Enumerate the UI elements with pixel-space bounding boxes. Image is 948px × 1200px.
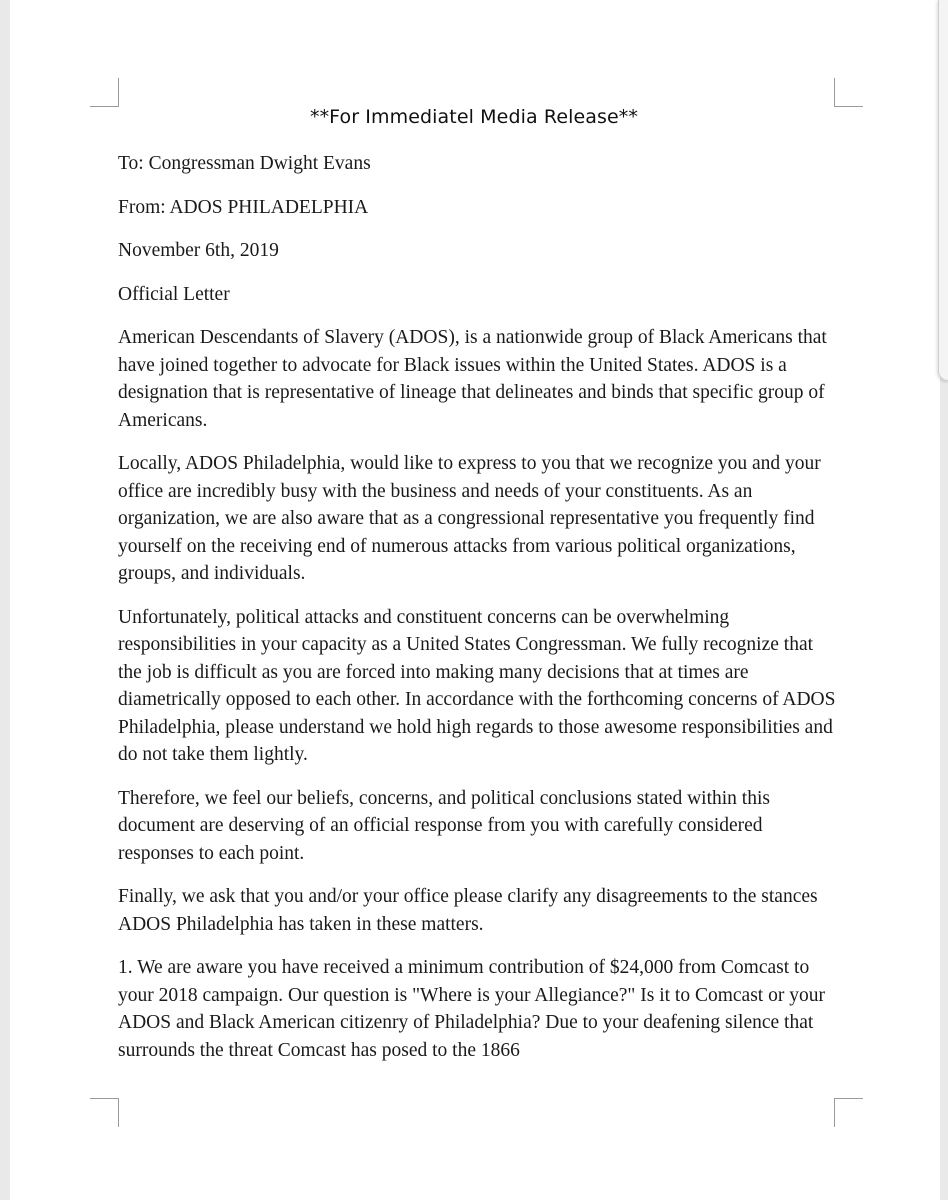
scrollbar-thumb[interactable] (938, 0, 948, 381)
date-line: November 6th, 2019 (118, 240, 279, 261)
margin-corner-bottom-left (90, 1098, 119, 1127)
letter-body (118, 150, 840, 1080)
margin-corner-top-left (90, 78, 119, 107)
paragraph-local: Locally, ADOS Philadelphia, would like to express to you that we recognize you and your office are incredibly busy with the business and needs of your constituents. As an organization, we are also aware that as a congressional representative you frequently find yourself on the receiving end of numerous attacks from various political organizations, groups, and individuals. (118, 453, 821, 584)
paragraph-responsibilities: Unfortunately, political attacks and constituent concerns can be overwhelming responsibilities in your capacity as a United States Congressman. We fully recognize that the job is difficult as you are forced into making many decisions that at times are diametrically opposed to each other. In accordance with the forthcoming concerns of ADOS Philadelphia, please understand we hold high regards to those awesome responsibilities and do not take them lightly. (118, 606, 836, 765)
release-heading: **For Immediatel Media Release** (309, 106, 639, 128)
paragraph-request: Therefore, we feel our beliefs, concerns, and political conclusions stated within this document are deserving of an official response from you with carefully considered responses to each point. (118, 787, 770, 864)
paragraph-point-1: 1. We are aware you have received a minimum contribution of $24,000 from Comcast to your 2018 campaign. Our question is "Where is your Allegiance?" Is it to Comcast or your ADOS and Black American citizenry of Philadelphia? Due to your deafening silence that surrounds the threat Comcast has posed to the 1866 (118, 957, 825, 1061)
sender-line: From: ADOS PHILADELPHIA (118, 196, 369, 218)
subject-line: Official Letter (118, 283, 230, 305)
paragraph-intro: American Descendants of Slavery (ADOS), is a nationwide group of Black Americans that have joined together to advocate for Black issues within the United States. ADOS is a designation that is representative of lineage that delineates and binds that specific group of Americans. (118, 327, 827, 431)
recipient-line: To: Congressman Dwight Evans (118, 153, 371, 174)
margin-corner-top-right (834, 78, 863, 107)
margin-corner-bottom-right (834, 1098, 863, 1127)
paragraph-clarify: Finally, we ask that you and/or your office please clarify any disagreements to the stances ADOS Philadelphia has taken in these matters. (118, 886, 818, 935)
